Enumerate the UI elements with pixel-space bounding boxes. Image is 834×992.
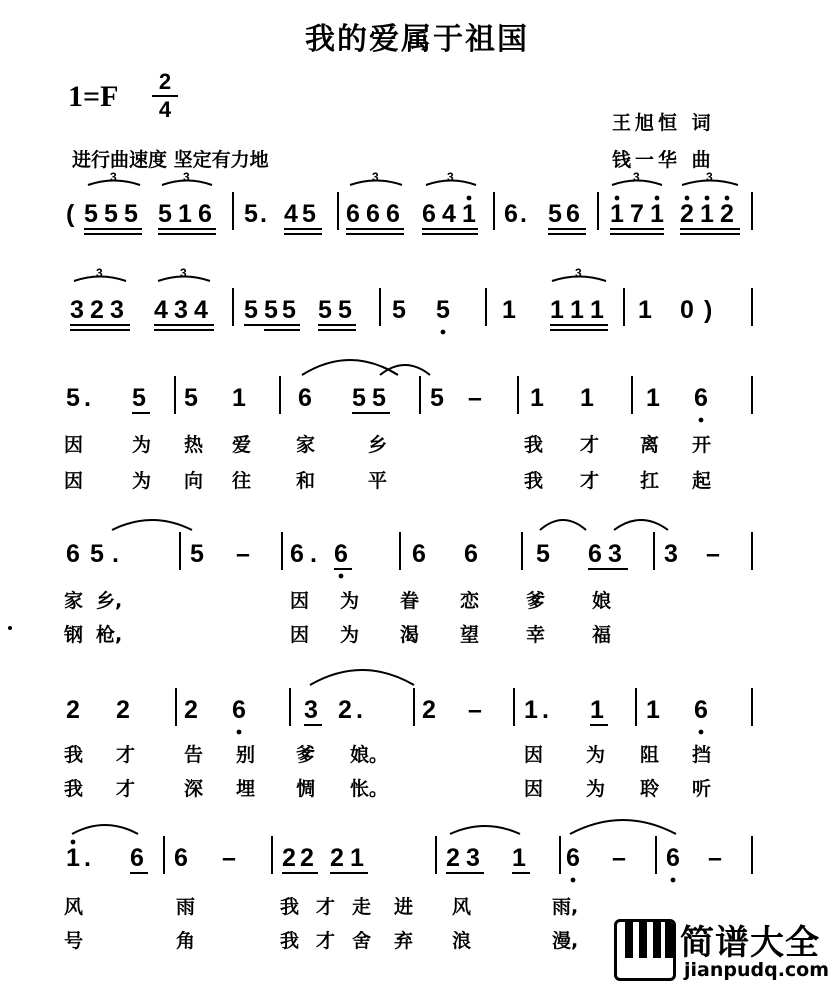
lyric-char: 因 xyxy=(290,590,310,612)
note: 1 xyxy=(462,200,476,228)
lyric-char: 为 xyxy=(340,590,360,612)
note: 3 xyxy=(608,540,622,568)
note: 2 xyxy=(422,696,436,724)
note: 5 xyxy=(282,296,296,324)
note: 5 xyxy=(392,296,406,324)
lyric-char: 深 xyxy=(184,778,204,800)
triplet-mark: 3 xyxy=(575,266,582,280)
lyric-char: 才 xyxy=(580,470,600,492)
lyric-char: 我 xyxy=(64,744,84,766)
note: 6 xyxy=(694,696,708,724)
note: 1 xyxy=(638,296,652,324)
note: . xyxy=(520,200,527,228)
note: – xyxy=(468,696,482,724)
note: 5 xyxy=(104,200,118,228)
note: 1 xyxy=(610,200,624,228)
note: ) xyxy=(704,296,713,324)
note: 5 xyxy=(184,384,198,412)
lyric-char: 我 xyxy=(524,470,544,492)
triplet-mark: 3 xyxy=(372,170,379,184)
lyric-char: 才 xyxy=(316,930,336,952)
lyric-char: 爹 xyxy=(526,590,546,612)
lyric-char: 往 xyxy=(232,470,252,492)
triplet-mark: 3 xyxy=(706,170,713,184)
lyric-char: 角 xyxy=(176,930,196,952)
lyric-char: 为 xyxy=(132,434,152,456)
lyric-char: 家 xyxy=(296,434,316,456)
lyric-char: 阻 xyxy=(640,744,660,766)
lyric-char: 恋 xyxy=(460,590,480,612)
note: 6 xyxy=(232,696,246,724)
octave-dot-high xyxy=(655,196,660,201)
note: 5 xyxy=(536,540,550,568)
composer-credit: 钱一华 曲 xyxy=(612,149,715,171)
lyricist-credit: 王旭恒 词 xyxy=(612,112,715,134)
lyric-char: 爱 xyxy=(232,434,252,456)
octave-dot-low xyxy=(671,878,676,883)
note: 6 xyxy=(334,540,348,568)
note: 4 xyxy=(194,296,208,324)
lyric-char: 为 xyxy=(132,470,152,492)
key-signature: 1=F xyxy=(68,80,119,113)
tempo-marking: 进行曲速度 坚定有力地 xyxy=(72,149,269,171)
note: 1 xyxy=(512,844,526,872)
lyric-char: 娘 xyxy=(592,590,612,612)
note: 6 xyxy=(588,540,602,568)
note: 5 xyxy=(190,540,204,568)
note: ( xyxy=(66,200,75,228)
note: 6 xyxy=(666,844,680,872)
lyric-char: 为 xyxy=(340,624,360,646)
note: 5 xyxy=(318,296,332,324)
note: 5 xyxy=(90,540,104,568)
lyric-char: 热 xyxy=(184,434,204,456)
note: 1 xyxy=(646,384,660,412)
note: 6 xyxy=(198,200,212,228)
note: 6 xyxy=(694,384,708,412)
note: – xyxy=(468,384,482,412)
lyric-char: 离 xyxy=(640,434,660,456)
note: 1 xyxy=(590,696,604,724)
lyric-char: 怅。 xyxy=(350,778,389,800)
note: 5 xyxy=(158,200,172,228)
note: 1 xyxy=(232,384,246,412)
note: . xyxy=(260,200,267,228)
lyric-char: 扛 xyxy=(640,470,660,492)
note: 6 xyxy=(566,844,580,872)
lyric-char: 我 xyxy=(280,930,300,952)
note: 2 xyxy=(282,844,296,872)
note: . xyxy=(356,696,363,724)
lyric-char: 福 xyxy=(592,624,612,646)
note: 5 xyxy=(436,296,450,324)
lyric-char: 别 xyxy=(236,744,256,766)
note: 1 xyxy=(646,696,660,724)
lyric-char: 才 xyxy=(116,778,136,800)
note: 5 xyxy=(372,384,386,412)
lyric-char: 挡 xyxy=(692,744,712,766)
note: 6 xyxy=(566,200,580,228)
note: 2 xyxy=(720,200,734,228)
octave-dot-high xyxy=(467,196,472,201)
note: 1 xyxy=(570,296,584,324)
lyric-char: 漫, xyxy=(552,930,579,952)
note: 5 xyxy=(302,200,316,228)
slur-arc xyxy=(72,825,138,834)
note: 6 xyxy=(298,384,312,412)
slur-arc xyxy=(450,826,520,834)
lyric-char: 我 xyxy=(64,778,84,800)
slur-arc xyxy=(614,520,668,530)
slur-arc xyxy=(112,520,192,530)
lyric-char: 进 xyxy=(394,896,414,918)
note: 2 xyxy=(680,200,694,228)
slur-arc xyxy=(570,820,676,834)
note: 1 xyxy=(66,844,80,872)
note: 5 xyxy=(338,296,352,324)
note: 2 xyxy=(66,696,80,724)
note: 3 xyxy=(70,296,84,324)
lyric-char: 风 xyxy=(64,896,84,918)
lyric-char: 幸 xyxy=(526,624,546,646)
note: 4 xyxy=(284,200,298,228)
triplet-mark: 3 xyxy=(110,170,117,184)
lyric-char: 望 xyxy=(460,624,480,646)
note: 6 xyxy=(464,540,478,568)
lyric-char: 乡, xyxy=(96,590,123,612)
note: 6 xyxy=(174,844,188,872)
note: 6 xyxy=(422,200,436,228)
note: 6 xyxy=(366,200,380,228)
lyric-char: 雨 xyxy=(176,896,196,918)
note: 1 xyxy=(700,200,714,228)
note: . xyxy=(542,696,549,724)
lyric-char: 家 xyxy=(64,590,84,612)
note: 2 xyxy=(300,844,314,872)
note: . xyxy=(84,844,91,872)
page-title: 我的爱属于祖国 xyxy=(305,22,529,57)
octave-dot-low xyxy=(699,418,704,423)
triplet-mark: 3 xyxy=(633,170,640,184)
octave-dot-low xyxy=(339,574,344,579)
note: 1 xyxy=(178,200,192,228)
lyric-char: 舍 xyxy=(352,930,372,952)
note: 5 xyxy=(430,384,444,412)
note: 1 xyxy=(650,200,664,228)
slur-arc xyxy=(380,365,430,375)
lyric-char: 因 xyxy=(64,470,84,492)
note: 5 xyxy=(84,200,98,228)
note: 5 xyxy=(548,200,562,228)
octave-dot-high xyxy=(71,840,76,845)
note: – xyxy=(612,844,626,872)
octave-dot-low xyxy=(699,730,704,735)
logo-url-text: jianpudq.com xyxy=(684,959,830,981)
lyric-char: 我 xyxy=(524,434,544,456)
note: 3 xyxy=(466,844,480,872)
stray-dot xyxy=(8,626,12,630)
note: 2 xyxy=(446,844,460,872)
note: 1 xyxy=(502,296,516,324)
note: . xyxy=(310,540,317,568)
triplet-mark: 3 xyxy=(447,170,454,184)
logo-brand-text: 简谱大全 xyxy=(680,923,820,963)
note: 1 xyxy=(550,296,564,324)
lyric-char: 浪 xyxy=(452,930,472,952)
note: 6 xyxy=(130,844,144,872)
note: 5 xyxy=(124,200,138,228)
lyric-char: 走 xyxy=(352,896,372,918)
note: 2 xyxy=(184,696,198,724)
note: 6 xyxy=(66,540,80,568)
octave-dot-high xyxy=(685,196,690,201)
note: 2 xyxy=(338,696,352,724)
note: 6 xyxy=(412,540,426,568)
lyric-char: 枪, xyxy=(96,624,123,646)
lyric-char: 弃 xyxy=(394,930,414,952)
lyric-char: 聆 xyxy=(640,778,660,800)
note: 6 xyxy=(504,200,518,228)
lyric-char: 惆 xyxy=(296,778,316,800)
note: 2 xyxy=(330,844,344,872)
site-logo xyxy=(614,915,830,987)
lyric-char: 渴 xyxy=(400,624,420,646)
lyric-char: 平 xyxy=(368,470,388,492)
lyric-char: 爹 xyxy=(296,744,316,766)
time-signature-bottom: 4 xyxy=(158,97,172,122)
octave-dot-low xyxy=(441,330,446,335)
note: 6 xyxy=(290,540,304,568)
lyric-char: 雨, xyxy=(552,896,579,918)
lyric-char: 开 xyxy=(692,434,712,456)
lyric-char: 为 xyxy=(586,744,606,766)
slur-arc xyxy=(540,520,586,530)
note: 3 xyxy=(174,296,188,324)
note: 1 xyxy=(590,296,604,324)
lyric-char: 和 xyxy=(296,470,316,492)
note: . xyxy=(84,384,91,412)
note: 4 xyxy=(442,200,456,228)
note: 3 xyxy=(664,540,678,568)
lyric-char: 钢 xyxy=(64,624,84,646)
note: 1 xyxy=(524,696,538,724)
triplet-mark: 3 xyxy=(183,170,190,184)
triplet-mark: 3 xyxy=(180,266,187,280)
note: – xyxy=(222,844,236,872)
note: 5 xyxy=(132,384,146,412)
note: . xyxy=(112,540,119,568)
note: 7 xyxy=(630,200,644,228)
octave-dot-high xyxy=(615,196,620,201)
note: 5 xyxy=(66,384,80,412)
lyric-char: 眷 xyxy=(400,590,420,612)
time-signature-top: 2 xyxy=(158,69,172,94)
note: 3 xyxy=(304,696,318,724)
lyric-char: 才 xyxy=(580,434,600,456)
octave-dot-high xyxy=(705,196,710,201)
note: 1 xyxy=(350,844,364,872)
note: 6 xyxy=(386,200,400,228)
note: – xyxy=(708,844,722,872)
octave-dot-high xyxy=(725,196,730,201)
note: 5 xyxy=(244,200,258,228)
note: 4 xyxy=(154,296,168,324)
lyric-char: 埋 xyxy=(236,778,256,800)
octave-dot-low xyxy=(237,730,242,735)
lyric-char: 因 xyxy=(524,744,544,766)
lyric-char: 娘。 xyxy=(350,744,389,766)
lyric-char: 因 xyxy=(524,778,544,800)
note: 3 xyxy=(110,296,124,324)
note: – xyxy=(706,540,720,568)
note: 5 xyxy=(352,384,366,412)
note: 2 xyxy=(90,296,104,324)
note: – xyxy=(236,540,250,568)
lyric-char: 向 xyxy=(184,470,204,492)
lyric-char: 因 xyxy=(64,434,84,456)
lyric-char: 我 xyxy=(280,896,300,918)
octave-dot-low xyxy=(571,878,576,883)
lyric-char: 才 xyxy=(116,744,136,766)
note: 5 xyxy=(264,296,278,324)
triplet-mark: 3 xyxy=(96,266,103,280)
note: 1 xyxy=(580,384,594,412)
note: 5 xyxy=(244,296,258,324)
lyric-char: 告 xyxy=(184,744,204,766)
piano-keys-icon xyxy=(614,919,676,981)
lyric-char: 听 xyxy=(692,778,712,800)
slur-arc xyxy=(310,670,414,685)
lyric-char: 号 xyxy=(64,930,84,952)
lyric-char: 为 xyxy=(586,778,606,800)
note: 6 xyxy=(346,200,360,228)
note: 1 xyxy=(530,384,544,412)
lyric-char: 因 xyxy=(290,624,310,646)
lyric-char: 才 xyxy=(316,896,336,918)
lyric-char: 起 xyxy=(692,470,712,492)
lyric-char: 风 xyxy=(452,896,472,918)
note: 0 xyxy=(680,296,694,324)
lyric-char: 乡 xyxy=(368,434,388,456)
note: 2 xyxy=(116,696,130,724)
